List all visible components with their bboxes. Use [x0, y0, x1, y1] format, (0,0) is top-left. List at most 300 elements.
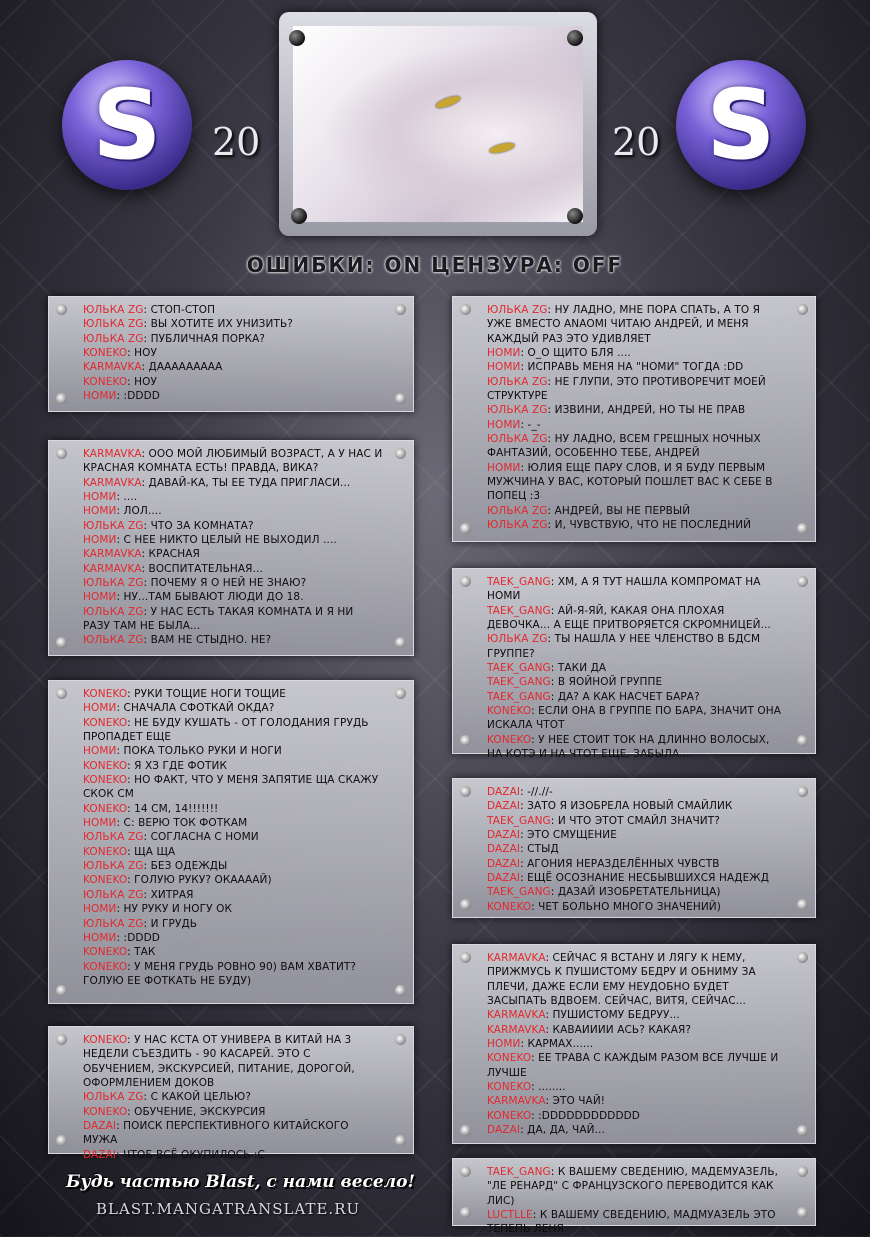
- corner-bolt-icon: [395, 688, 406, 699]
- skype-logo-left: [62, 60, 192, 190]
- chat-message: [487, 733, 785, 762]
- chat-text: : НО ФАКТ, ЧТО У МЕНЯ ЗАПЯТИЕ ЩА СКАЖУ СКОК СМ: [83, 774, 379, 801]
- chat-text: : ХИТРАЯ: [143, 888, 194, 901]
- chat-text: : ДА? А КАК НАСЧЕТ БАРА?: [550, 690, 700, 703]
- status-subtitle: ОШИБКИ: ON ЦЕНЗУРА: OFF: [246, 253, 624, 277]
- chat-text: : И ЧТО ЭТОТ СМАЙЛ ЗНАЧИТ?: [550, 814, 720, 827]
- chat-message: [487, 951, 785, 1008]
- chat-message: [83, 1119, 383, 1148]
- chat-message: [487, 675, 785, 689]
- chat-text: : ТЫ НАШЛА У НЕЕ ЧЛЕНСТВО В БДСМ ГРУППЕ?: [487, 633, 761, 660]
- chat-text: : С НЕЕ НИКТО ЦЕЛЫЙ НЕ ВЫХОДИЛ ....: [116, 534, 337, 547]
- chat-nickname: ЮЛЬКА ZG: [83, 332, 144, 345]
- chat-text: : У НАС ЕСТЬ ТАКАЯ КОМНАТА И Я НИ РАЗУ ТАМ НЕ БЫЛА...: [83, 605, 354, 633]
- corner-bolt-icon: [797, 1166, 808, 1177]
- chat-text: : ЭТО ЧАЙ!: [545, 1095, 606, 1108]
- chat-text: : НУ ЛАДНО, МНЕ ПОРА СПАТЬ, А ТО Я УЖЕ ВМЕСТО ANAOMI ЧИТАЮ АНДРЕЙ, И МЕНЯ КАЖДЫЙ РАЗ ЭТО УДИВЛЯЕТ: [487, 304, 761, 345]
- chat-nickname: ЮЛЬКА ZG: [487, 304, 548, 316]
- corner-bolt-icon: [395, 393, 406, 404]
- chat-nickname: ЮЛЬКА ZG: [487, 375, 548, 388]
- chat-nickname: KONEKO: [487, 705, 532, 718]
- chat-nickname: KARMAVKA: [487, 1023, 546, 1036]
- chat-text: : НЕ БУДУ КУШАТЬ - ОТ ГОЛОДАНИЯ ГРУДЬ ПРОПАДЕТ ЕЩЕ: [83, 716, 369, 744]
- chat-nickname: НОМИ: [83, 702, 117, 715]
- chat-nickname: DAZAI: [83, 1148, 117, 1161]
- chat-message: [487, 303, 785, 346]
- chat-text: : ЩА ЩА: [127, 845, 176, 858]
- chat-message: [83, 476, 383, 490]
- chat-text: : КАРМАХ......: [520, 1038, 594, 1051]
- corner-bolt-icon: [56, 688, 67, 699]
- chat-box-8: [452, 944, 816, 1144]
- chat-text: : С КАКОЙ ЦЕЛЬЮ?: [143, 1091, 252, 1104]
- chat-message: [487, 900, 785, 914]
- chat-nickname: KARMAVKA: [487, 1009, 546, 1022]
- chat-text: : К ВАШЕМУ СВЕДЕНИЮ, МАДЕМУАЗЕЛЬ, "ЛЕ РЕНАРД" С ФРАНЦУЗСКОГО ПЕРЕВОДИТСЯ КАК ЛИС): [487, 1166, 779, 1207]
- chat-nickname: DAZAI: [83, 1120, 117, 1133]
- chat-message: [83, 816, 383, 830]
- chat-text: : ООО МОЙ ЛЮБИМЫЙ ВОЗРАСТ, А У НАС И КРАСНАЯ КОМНАТА ЕСТЬ! ПРАВДА, ВИКА?: [83, 448, 383, 475]
- chat-nickname: НОМИ: [83, 903, 117, 916]
- chat-message: [83, 576, 383, 590]
- chat-message: [83, 547, 383, 561]
- chat-message: [83, 802, 383, 816]
- chat-text: : О_О ЩИТО БЛЯ ....: [520, 347, 631, 360]
- chat-nickname: KONEKO: [83, 845, 128, 858]
- corner-bolt-icon: [460, 523, 471, 534]
- corner-bolt-icon: [797, 1125, 808, 1136]
- chat-message: [83, 902, 383, 916]
- corner-bolt-icon: [56, 1135, 67, 1146]
- chat-nickname: LUCTLLE: [487, 1209, 533, 1222]
- chat-message: [83, 447, 383, 476]
- chat-text: : У НАС КСТА ОТ УНИВЕРА В КИТАЙ НА 3 НЕДЕЛИ СЪЕЗДИТЬ - 90 КАСАРЕЙ. ЭТО С ОБУЧЕНИЕМ, ЭКСКУРСИЕЙ, ПИТАНИЕ, ДОРОГОЙ, ОФОРМЛЕНИЕМ ДОКОВ: [83, 1034, 355, 1090]
- chat-message: [487, 1094, 785, 1108]
- chat-text: : ВЫ ХОТИТЕ ИХ УНИЗИТЬ?: [143, 318, 293, 331]
- corner-bolt-icon: [797, 1207, 808, 1218]
- chat-text: : РУКИ ТОЩИЕ НОГИ ТОЩИЕ: [127, 688, 287, 700]
- chat-text: : :DDDDDDDDDDDD: [531, 1109, 640, 1122]
- chat-nickname: KARMAVKA: [83, 548, 142, 561]
- year-right: 20: [612, 120, 661, 164]
- corner-bolt-icon: [797, 304, 808, 315]
- corner-bolt-icon: [56, 1034, 67, 1045]
- chat-nickname: DAZAI: [487, 786, 521, 798]
- chat-message: [487, 346, 785, 360]
- chat-message: [83, 931, 383, 945]
- chat-nickname: ЮЛЬКА ZG: [83, 917, 144, 930]
- chat-text: : ДАВАЙ-КА, ТЫ ЕЕ ТУДА ПРИГЛАСИ...: [141, 476, 351, 489]
- chat-text: : ПОИСК ПЕРСПЕКТИВНОГО КИТАЙСКОГО МУЖА: [83, 1120, 349, 1147]
- chat-message: [487, 604, 785, 633]
- rivet-icon: [567, 30, 583, 46]
- chat-text: : ПУБЛИЧНАЯ ПОРКА?: [143, 332, 266, 345]
- chat-message: [83, 859, 383, 873]
- chat-box-2: [48, 440, 414, 656]
- chat-text: : ПУШИСТОМУ БЕДРУУ...: [545, 1009, 680, 1022]
- corner-bolt-icon: [56, 637, 67, 648]
- corner-bolt-icon: [797, 523, 808, 534]
- chat-nickname: KONEKO: [83, 375, 128, 388]
- rivet-icon: [289, 30, 305, 46]
- chat-text: : :DDDD: [116, 390, 160, 403]
- chat-nickname: НОМИ: [487, 361, 521, 374]
- chat-nickname: KARMAVKA: [487, 952, 546, 964]
- chat-message: [487, 1080, 785, 1094]
- chat-nickname: ЮЛЬКА ZG: [83, 577, 144, 590]
- skype-logo-right: [676, 60, 806, 190]
- chat-message: [83, 490, 383, 504]
- chat-nickname: ЮЛЬКА ZG: [83, 605, 144, 618]
- chat-message: [487, 661, 785, 675]
- chat-text: : ТАКИ ДА: [550, 662, 607, 675]
- chat-message: [83, 389, 383, 403]
- corner-bolt-icon: [460, 1166, 471, 1177]
- chat-nickname: KONEKO: [487, 1081, 532, 1094]
- anime-character-artwork: [293, 26, 583, 222]
- chat-message: [83, 1033, 383, 1090]
- chat-message: [83, 332, 383, 346]
- chat-nickname: НОМИ: [83, 505, 117, 518]
- chat-nickname: KONEKO: [83, 960, 128, 973]
- chat-nickname: TAEK_GANG: [487, 814, 551, 827]
- chat-message: [83, 375, 383, 389]
- rivet-icon: [567, 208, 583, 224]
- chat-nickname: ЮЛЬКА ZG: [487, 433, 548, 446]
- chat-nickname: TAEK_GANG: [487, 676, 551, 689]
- chat-message: [83, 888, 383, 902]
- chat-message: [487, 403, 785, 417]
- chat-text: : ДААААААААА: [141, 361, 223, 374]
- corner-bolt-icon: [56, 393, 67, 404]
- corner-bolt-icon: [460, 304, 471, 315]
- chat-text: : БЕЗ ОДЕЖДЫ: [143, 860, 228, 873]
- chat-message: [487, 885, 785, 899]
- chat-text: : В ЯОЙНОЙ ГРУППЕ: [550, 676, 663, 689]
- corner-bolt-icon: [460, 899, 471, 910]
- chat-message: [487, 432, 785, 461]
- chat-message: [83, 759, 383, 773]
- logo-letter-left: S: [92, 69, 162, 181]
- chat-message: [83, 873, 383, 887]
- chat-text: : СТЫД: [520, 843, 559, 856]
- chat-nickname: KONEKO: [83, 688, 128, 700]
- chat-nickname: НОМИ: [83, 931, 117, 944]
- corner-bolt-icon: [395, 1135, 406, 1146]
- chat-message: [83, 633, 383, 647]
- chat-message: [487, 690, 785, 704]
- chat-text: : СОГЛАСНА С НОМИ: [143, 831, 259, 844]
- chat-text: : ЧЕТ БОЛЬНО МНОГО ЗНАЧЕНИЙ): [531, 900, 721, 913]
- chat-message: [83, 960, 383, 989]
- chat-nickname: ЮЛЬКА ZG: [487, 504, 548, 517]
- chat-nickname: KONEKO: [487, 1052, 532, 1065]
- chat-message: [487, 814, 785, 828]
- chat-message: [487, 857, 785, 871]
- header-artwork-frame: [279, 12, 597, 236]
- chat-text: : СНАЧАЛА СФОТКАЙ ОКДА?: [116, 702, 275, 715]
- chat-nickname: ЮЛЬКА ZG: [487, 404, 548, 417]
- chat-nickname: KARMAVKA: [83, 476, 142, 489]
- chat-text: : ЗАТО Я ИЗОБРЕЛА НОВЫЙ СМАЙЛИК: [520, 800, 733, 813]
- chat-message: [487, 518, 785, 532]
- chat-text: : АНДРЕЙ, ВЫ НЕ ПЕРВЫЙ: [547, 504, 691, 517]
- chat-nickname: ЮЛЬКА ZG: [83, 519, 144, 532]
- corner-bolt-icon: [395, 1034, 406, 1045]
- chat-box-5: [452, 296, 816, 542]
- chat-text: : КАВАИИИИ АСЬ? КАКАЯ?: [545, 1023, 692, 1036]
- chat-nickname: TAEK_GANG: [487, 576, 551, 588]
- corner-bolt-icon: [797, 899, 808, 910]
- chat-text: : С: ВЕРЮ ТОК ФОТКАМ: [116, 817, 248, 830]
- chat-nickname: TAEK_GANG: [487, 886, 551, 899]
- chat-text: : ДАЗАЙ ИЗОБРЕТАТЕЛЬНИЦА): [550, 886, 721, 899]
- chat-nickname: ЮЛЬКА ZG: [487, 519, 548, 532]
- chat-message: [83, 917, 383, 931]
- chat-text: : К ВАШЕМУ СВЕДЕНИЮ, МАДМУАЗЕЛЬ ЭТО ТЕПЕПЬ ЛЕНЯ: [487, 1209, 776, 1236]
- chat-message: [487, 1165, 785, 1208]
- chat-text: : ЧТО ЗА КОМНАТА?: [143, 519, 254, 532]
- corner-bolt-icon: [460, 735, 471, 746]
- chat-nickname: KARMAVKA: [83, 448, 142, 460]
- chat-text: : У МЕНЯ ГРУДЬ РОВНО 90) ВАМ ХВАТИТ? ГОЛУЮ ЕЕ ФОТКАТЬ НЕ БУДУ): [83, 960, 357, 987]
- chat-message: [487, 1037, 785, 1051]
- chat-nickname: DAZAI: [487, 857, 521, 870]
- corner-bolt-icon: [460, 1125, 471, 1136]
- chat-message: [83, 701, 383, 715]
- chat-message: [83, 303, 383, 317]
- chat-nickname: ЮЛЬКА ZG: [83, 634, 144, 647]
- chat-nickname: DAZAI: [487, 1124, 521, 1137]
- chat-box-1: [48, 296, 414, 412]
- chat-nickname: НОМИ: [487, 1038, 521, 1051]
- footer-slogan: Будь частью Blast, с нами весело!: [66, 1172, 415, 1192]
- chat-message: [487, 785, 785, 799]
- chat-nickname: KARMAVKA: [83, 562, 142, 575]
- chat-text: : ОБУЧЕНИЕ, ЭКСКУРСИЯ: [127, 1105, 266, 1118]
- chat-box-9: [452, 1158, 816, 1236]
- corner-bolt-icon: [56, 448, 67, 459]
- chat-text: : НОУ: [127, 347, 157, 360]
- chat-nickname: DAZAI: [487, 800, 521, 813]
- chat-nickname: DAZAI: [487, 843, 521, 856]
- corner-bolt-icon: [395, 637, 406, 648]
- chat-text: : :DDDD: [116, 931, 160, 944]
- chat-text: : ИЗВИНИ, АНДРЕЙ, НО ТЫ НЕ ПРАВ: [547, 404, 746, 417]
- chat-message: [83, 1090, 383, 1104]
- chat-text: : ЕЕ ТРАВА С КАЖДЫМ РАЗОМ ВСЕ ЛУЧШЕ И ЛУЧШЕ: [487, 1052, 779, 1079]
- chat-text: : ЭТО СМУЩЕНИЕ: [520, 829, 617, 842]
- chat-nickname: KONEKO: [83, 716, 128, 729]
- corner-bolt-icon: [797, 952, 808, 963]
- chat-text: : НУ РУКУ И НОГУ ОК: [116, 903, 233, 916]
- chat-message: [487, 1008, 785, 1022]
- chat-nickname: TAEK_GANG: [487, 690, 551, 703]
- chat-message: [83, 590, 383, 604]
- chat-nickname: TAEK_GANG: [487, 662, 551, 675]
- chat-message: [83, 533, 383, 547]
- chat-text: : ВАМ НЕ СТЫДНО. НЕ?: [143, 634, 272, 647]
- chat-nickname: ЮЛЬКА ZG: [83, 860, 144, 873]
- chat-box-6: [452, 568, 816, 761]
- chat-text: : ВОСПИТАТЕЛЬНАЯ...: [141, 562, 263, 575]
- chat-nickname: НОМИ: [83, 591, 117, 604]
- chat-text: : ПОЧЕМУ Я О НЕЙ НЕ ЗНАЮ?: [143, 577, 307, 590]
- corner-bolt-icon: [460, 1207, 471, 1218]
- chat-nickname: НОМИ: [83, 745, 117, 758]
- chat-nickname: НОМИ: [487, 461, 521, 474]
- chat-text: : НУ ЛАДНО, ВСЕМ ГРЕШНЫХ НОЧНЫХ ФАНТАЗИЙ, ОСОБЕННО ТЕБЕ, АНДРЕЙ: [487, 433, 761, 460]
- chat-message: [487, 1208, 785, 1237]
- corner-bolt-icon: [460, 576, 471, 587]
- chat-nickname: TAEK_GANG: [487, 1166, 551, 1178]
- chat-text: : ГОЛУЮ РУКУ? ОКААААЙ): [127, 874, 272, 887]
- chat-message: [487, 871, 785, 885]
- chat-nickname: DAZAI: [487, 829, 521, 842]
- chat-nickname: НОМИ: [487, 347, 521, 360]
- chat-message: [83, 830, 383, 844]
- chat-message: [487, 632, 785, 661]
- chat-box-3: [48, 680, 414, 1004]
- chat-text: : -//.//-: [520, 786, 553, 798]
- chat-nickname: DAZAI: [487, 872, 521, 885]
- chat-message: [83, 716, 383, 745]
- chat-text: : ....: [116, 491, 138, 504]
- chat-nickname: KONEKO: [83, 1105, 128, 1118]
- corner-bolt-icon: [460, 952, 471, 963]
- chat-nickname: KONEKO: [83, 802, 128, 815]
- chat-message: [487, 575, 785, 604]
- chat-text: : КРАСНАЯ: [141, 548, 200, 561]
- chat-nickname: KARMAVKA: [83, 361, 142, 374]
- footer-site: BLAST.MANGATRANSLATE.RU: [96, 1200, 361, 1218]
- corner-bolt-icon: [395, 304, 406, 315]
- chat-text: : НОУ: [127, 375, 157, 388]
- chat-nickname: НОМИ: [83, 390, 117, 403]
- chat-nickname: KONEKO: [83, 774, 128, 787]
- chat-message: [83, 519, 383, 533]
- chat-message: [487, 1123, 785, 1137]
- chat-text: : НУ...ТАМ БЫВАЮТ ЛЮДИ ДО 18.: [116, 591, 304, 604]
- chat-message: [83, 773, 383, 802]
- chat-text: : И ГРУДЬ: [143, 917, 198, 930]
- chat-message: [487, 1023, 785, 1037]
- chat-box-7: [452, 778, 816, 918]
- chat-message: [83, 845, 383, 859]
- chat-message: [83, 346, 383, 360]
- corner-bolt-icon: [395, 448, 406, 459]
- chat-nickname: НОМИ: [487, 418, 521, 431]
- chat-message: [487, 842, 785, 856]
- chat-nickname: KONEKO: [83, 759, 128, 772]
- chat-text: : ХМ, А Я ТУТ НАШЛА КОМПРОМАТ НА НОМИ: [487, 576, 761, 603]
- chat-text: : ЛОЛ....: [116, 505, 162, 518]
- chat-nickname: KARMAVKA: [487, 1095, 546, 1108]
- chat-text: : 14 СМ, 14!!!!!!!: [127, 802, 219, 815]
- chat-nickname: ЮЛЬКА ZG: [83, 888, 144, 901]
- chat-nickname: KONEKO: [487, 900, 532, 913]
- chat-text: : ........: [531, 1081, 566, 1094]
- chat-text: : ТАК: [127, 946, 156, 959]
- chat-nickname: ЮЛЬКА ZG: [83, 831, 144, 844]
- chat-text: : НЕ ГЛУПИ, ЭТО ПРОТИВОРЕЧИТ МОЕЙ СТРУКТУРЕ: [487, 375, 766, 403]
- chat-text: : СТОП-СТОП: [143, 304, 216, 316]
- chat-nickname: ЮЛЬКА ZG: [487, 633, 548, 646]
- chat-message: [83, 744, 383, 758]
- chat-text: : У НЕЕ СТОИТ ТОК НА ДЛИННО ВОЛОСЫХ, НА КОТЭ И НА ЧТОТ ЕЩЕ, ЗАБЫЛА....: [487, 733, 770, 761]
- logo-letter-right: S: [706, 69, 776, 181]
- chat-message: [83, 1148, 383, 1162]
- chat-message: [487, 828, 785, 842]
- chat-nickname: ЮЛЬКА ZG: [83, 318, 144, 331]
- chat-nickname: НОМИ: [83, 491, 117, 504]
- chat-message: [487, 461, 785, 504]
- corner-bolt-icon: [797, 576, 808, 587]
- corner-bolt-icon: [797, 786, 808, 797]
- chat-text: : -_-: [520, 418, 541, 431]
- chat-message: [487, 375, 785, 404]
- chat-message: [487, 704, 785, 733]
- chat-text: : СЕЙЧАС Я ВСТАНУ И ЛЯГУ К НЕМУ, ПРИЖМУСЬ К ПУШИСТОМУ БЕДРУ И ОБНИМУ ЗА ПЛЕЧИ, ДАЖЕ ЕСЛИ ЕМУ НЕУДОБНО БУДЕТ ЗАСЫПАТЬ ВДВОЕМ. СЕЙЧАС, ВИТЯ, СЕЙЧАС...: [487, 952, 756, 1008]
- chat-box-4: [48, 1026, 414, 1161]
- chat-message: [83, 945, 383, 959]
- chat-text: : ЧТОБ ВСЁ ОКУПИЛОСЬ :С: [116, 1148, 265, 1161]
- chat-nickname: KONEKO: [83, 347, 128, 360]
- chat-text: : ЮЛИЯ ЕЩЕ ПАРУ СЛОВ, И Я БУДУ ПЕРВЫМ МУЖЧИНА У ВАС, КОТОРЫЙ ПОШЛЕТ ВАС К СЕБЕ В ПОПЕЦ :3: [487, 461, 773, 503]
- corner-bolt-icon: [395, 985, 406, 996]
- rivet-icon: [291, 208, 307, 224]
- corner-bolt-icon: [797, 735, 808, 746]
- chat-nickname: KONEKO: [83, 874, 128, 887]
- chat-message: [83, 605, 383, 634]
- chat-text: : ПОКА ТОЛЬКО РУКИ И НОГИ: [116, 745, 282, 758]
- chat-nickname: ЮЛЬКА ZG: [83, 304, 144, 316]
- chat-text: : ЕСЛИ ОНА В ГРУППЕ ПО БАРА, ЗНАЧИТ ОНА ИСКАЛА ЧТОТ: [487, 705, 782, 732]
- chat-text: : Я ХЗ ГДЕ ФОТИК: [127, 759, 228, 772]
- chat-nickname: TAEK_GANG: [487, 604, 551, 617]
- chat-message: [487, 1051, 785, 1080]
- chat-nickname: НОМИ: [83, 817, 117, 830]
- chat-message: [487, 799, 785, 813]
- chat-message: [83, 504, 383, 518]
- corner-bolt-icon: [56, 985, 67, 996]
- chat-message: [83, 687, 383, 701]
- chat-nickname: KONEKO: [487, 733, 532, 746]
- chat-nickname: НОМИ: [83, 534, 117, 547]
- chat-message: [83, 1105, 383, 1119]
- chat-text: : ЕЩЁ ОСОЗНАНИЕ НЕСБЫВШИХСЯ НАДЕЖД: [520, 872, 770, 885]
- chat-text: : И, ЧУВСТВУЮ, ЧТО НЕ ПОСЛЕДНИЙ: [547, 519, 752, 532]
- chat-message: [83, 562, 383, 576]
- chat-text: : ДА, ДА, ЧАЙ...: [520, 1124, 605, 1137]
- chat-nickname: KONEKO: [83, 1034, 128, 1046]
- corner-bolt-icon: [56, 304, 67, 315]
- chat-text: : АГОНИЯ НЕРАЗДЕЛЁННЫХ ЧУВСТВ: [520, 857, 720, 870]
- chat-text: : АЙ-Я-ЯЙ, КАКАЯ ОНА ПЛОХАЯ ДЕВОЧКА... А ЕЩЕ ПРИТВОРЯЕТСЯ СКРОМНИЦЕЙ...: [487, 604, 771, 632]
- chat-message: [487, 418, 785, 432]
- chat-message: [487, 1109, 785, 1123]
- chat-nickname: ЮЛЬКА ZG: [83, 1091, 144, 1104]
- corner-bolt-icon: [460, 786, 471, 797]
- chat-message: [83, 360, 383, 374]
- chat-text: : ИСПРАВЬ МЕНЯ НА "НОМИ" ТОГДА :DD: [520, 361, 744, 374]
- chat-message: [83, 317, 383, 331]
- chat-message: [487, 360, 785, 374]
- chat-nickname: KONEKO: [487, 1109, 532, 1122]
- chat-message: [487, 504, 785, 518]
- year-left: 20: [212, 120, 261, 164]
- chat-nickname: KONEKO: [83, 946, 128, 959]
